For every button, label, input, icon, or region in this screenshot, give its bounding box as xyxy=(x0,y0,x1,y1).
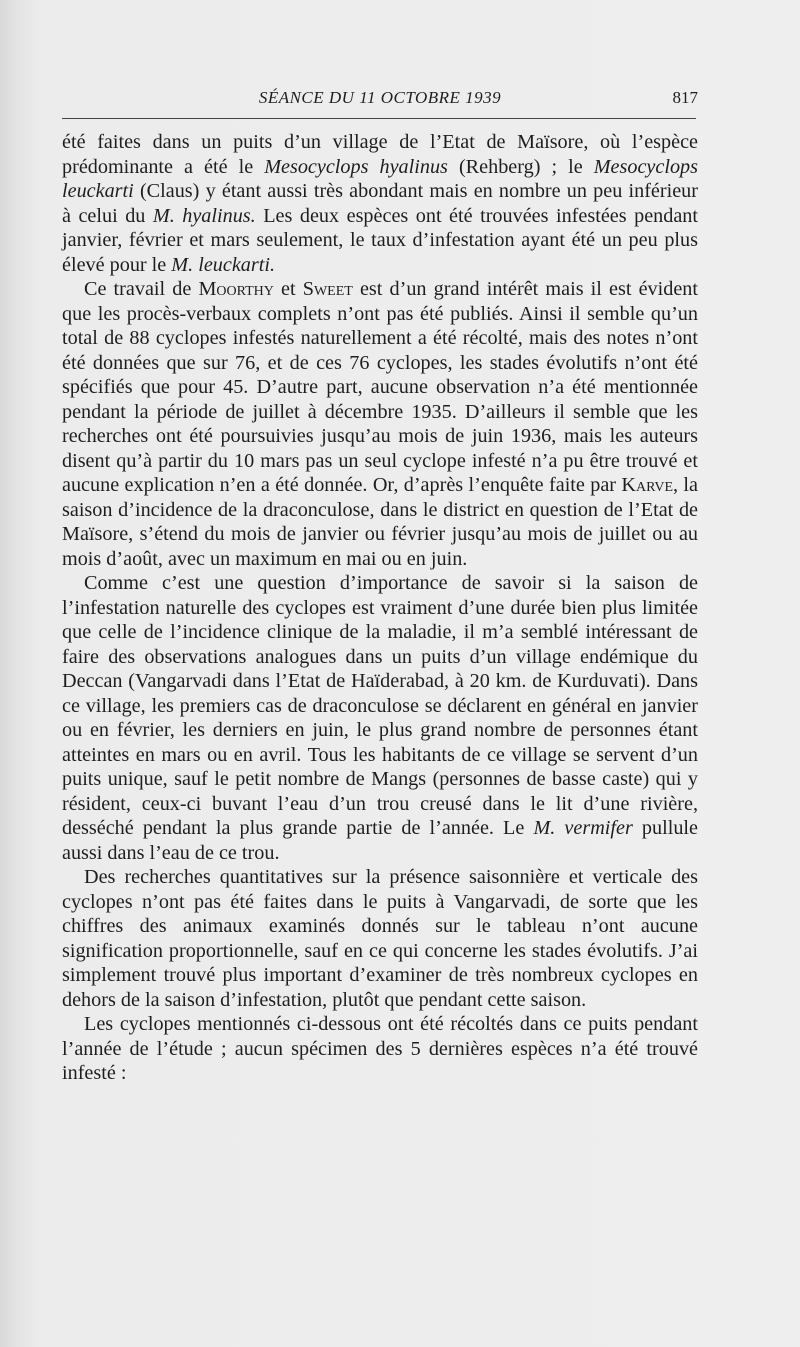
page-header xyxy=(60,88,700,114)
text-run: Mesocyclops hyalinus xyxy=(264,155,448,178)
text-run: Comme c’est une question d’importance de savoir si la saison de l’infestation naturelle des cyclopes est vraiment d’une durée bien plus limitée que celle de l’incidence clinique de la maladie, il m’a semblé intéressant de faire des observations analogues dans un puits d’un village endémique du Deccan (Vangarvadi dans l’Etat de Haïderabad, à 20 km. de Kurduvati). Dans ce village, les premiers cas de draconculose se déclarent en général en janvier ou en février, les derniers en juin, le plus grand nombre de personnes étant atteintes en mars ou en avril. Tous les habitants de ce village se servent d’un puits unique, sauf le petit nombre de Mangs (personnes de basse caste) qui y résident, ceux-ci buvant l’eau d’un trou creusé dans le lit d’une rivière, desséché pendant la plus grande partie de l’année. Le xyxy=(62,572,698,839)
text-run: pullule aussi dans l’eau de ce trou. xyxy=(62,817,698,864)
text-run: Ce travail de xyxy=(84,278,199,300)
text-run: été faites dans un puits d’un village de l’Etat de Maïsore, où l’espèce prédominante a été le xyxy=(62,131,698,178)
text-run: Les cyclopes mentionnés ci-dessous ont été récoltés dans ce puits pendant l’année de l’étude ; aucun spécimen des 5 dernières espèces n’a été trouvé infesté : xyxy=(62,1013,698,1084)
text-run: est d’un grand intérêt mais il est évident que les procès-verbaux complets n’ont pas été publiés. Ainsi il semble qu’un total de 88 cyclopes infestés naturellement a été récolté, mais des notes n’ont été données que sur 76, et de ces 76 cyclopes, les stades évolutifs n’ont été spécifiés que pour 45. D’autre part, aucune observation n’a été mentionnée pendant la période de juillet à décembre 1935. D’ailleurs il semble que les recherches ont été poursuivies jusqu’au mois de juin 1936, mais les auteurs disent qu’à partir du 10 mars pas un seul cyclope infesté n’a pu être trouvé et aucune explication n’en a été donnée. Or, d’après l’enquête faite par xyxy=(62,278,698,496)
paragraph-1 xyxy=(62,130,698,277)
text-run: (Rehberg) ; le xyxy=(447,155,594,178)
text-run: Des recherches quantitatives sur la présence saisonnière et verticale des cyclopes n’ont pas été faites dans le puits à Vangarvadi, de sorte que les chiffres des animaux examinés donnés sur le tableau n’ont aucune signification proportionnelle, sauf en ce qui concerne les stades évolutifs. J’ai simplement trouvé plus important d’examiner de très nombreux cyclopes en dehors de la saison d’infestation, plutôt que pendant cette saison. xyxy=(62,866,698,1011)
header-rule xyxy=(62,118,696,119)
text-run: M. vermifer xyxy=(533,817,633,839)
text-run: , la saison d’incidence de la draconculose, dans le district en question de l’Etat de Maïsore, s’étend du mois de janvier ou février jusqu’au mois de juillet ou au mois d’août, avec un maximum en mai ou en juin. xyxy=(62,474,698,570)
page-number: 817 xyxy=(672,88,698,107)
text-run: M. leuckarti. xyxy=(171,253,276,276)
text-run: Moorthy xyxy=(198,278,274,300)
paragraph-4 xyxy=(62,865,698,1012)
text-run: Karve xyxy=(621,474,673,496)
text-run: M. hyalinus. xyxy=(152,204,256,227)
paragraph-2 xyxy=(62,277,698,571)
text-run: et xyxy=(273,278,303,300)
text-run: Sweet xyxy=(302,278,353,300)
paragraph-5 xyxy=(62,1012,698,1086)
text-run: Les deux espèces ont été trouvées infestées pendant janvier, février et mars seulement, le taux d’infestation ayant été un peu plus élevé pour le xyxy=(62,204,698,276)
body-text xyxy=(62,130,698,1086)
text-run: (Claus) y étant aussi très abondant mais en nombre un peu inférieur à celui du xyxy=(62,180,698,227)
running-head: SÉANCE DU 11 OCTOBRE 1939 xyxy=(258,88,502,107)
text-run: Mesocyclops leuckarti xyxy=(62,155,698,202)
paragraph-3 xyxy=(62,571,698,865)
